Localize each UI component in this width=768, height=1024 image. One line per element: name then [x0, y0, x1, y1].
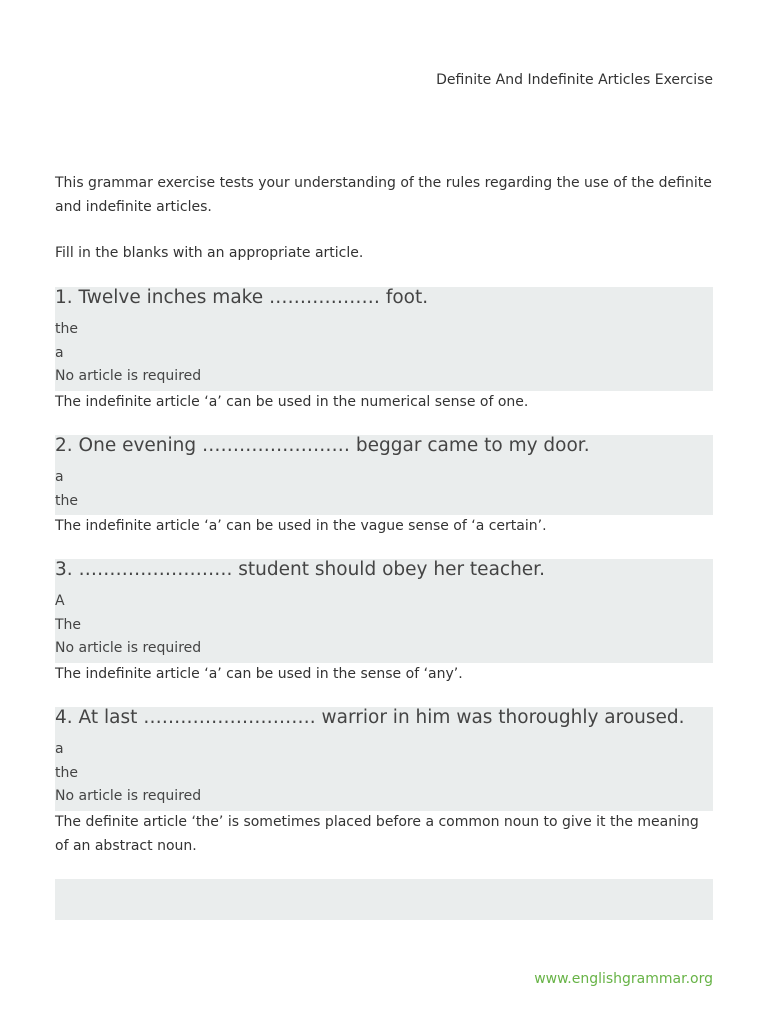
answer-option[interactable]: the [55, 321, 78, 337]
answer-option[interactable]: No article is required [55, 640, 202, 657]
answer-option[interactable]: a [55, 741, 64, 757]
question-box [55, 435, 713, 515]
question-block-4 [55, 707, 713, 858]
question-box [55, 707, 713, 811]
answer-option[interactable]: a [55, 469, 64, 485]
question-text: 3. ……………………. student should obey her teacher. [55, 559, 545, 580]
question-box [55, 287, 713, 391]
answer-option[interactable]: the [55, 492, 78, 509]
question-box [55, 559, 713, 663]
empty-answer-box [55, 879, 713, 920]
instruction-text: Fill in the blanks with an appropriate article. [55, 245, 364, 261]
question-text: 4. At last ………………………. warrior in him was thoroughly aroused. [55, 707, 685, 728]
answer-option[interactable]: the [55, 764, 78, 781]
answer-explanation: The indefinite article ‘a’ can be used in the numerical sense of one. [55, 394, 529, 411]
answer-option[interactable]: a [55, 344, 64, 361]
question-block-1 [55, 287, 713, 415]
answer-option[interactable]: A [55, 593, 65, 609]
question-text: 1. Twelve inches make ……………… foot. [55, 287, 429, 308]
answer-option[interactable]: No article is required [55, 788, 202, 805]
answer-explanation: The indefinite article ‘a’ can be used in the sense of ‘any’. [55, 666, 463, 683]
question-block-3 [55, 559, 713, 687]
intro-text: This grammar exercise tests your understanding of the rules regarding the use of the definite and indefinite articles. [55, 175, 712, 215]
question-text: 2. One evening …………………… beggar came to my door. [55, 435, 590, 456]
answer-explanation: The indefinite article ‘a’ can be used in the vague sense of ‘a certain’. [55, 518, 547, 535]
answer-option[interactable]: The [55, 616, 82, 633]
answer-option[interactable]: No article is required [55, 368, 202, 385]
answer-explanation: The definite article ‘the’ is sometimes placed before a common noun to give it the meaning of an abstract noun. [55, 814, 699, 854]
footer-site-link[interactable]: www.englishgrammar.org [534, 971, 713, 987]
page-title: Definite And Indefinite Articles Exercise [436, 72, 713, 88]
question-block-2 [55, 435, 713, 539]
